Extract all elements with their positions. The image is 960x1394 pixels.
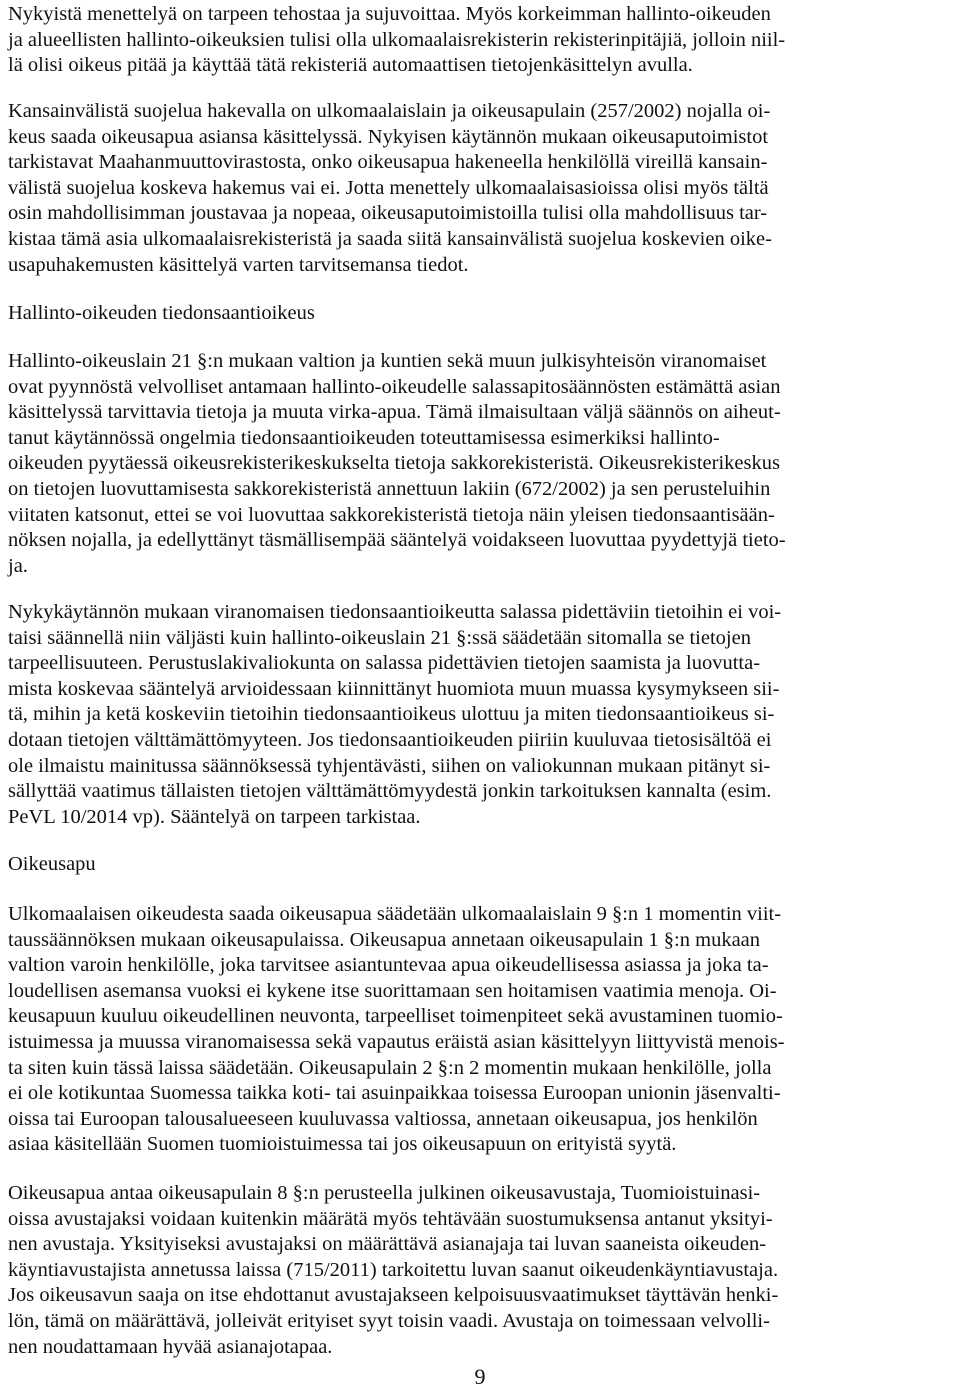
section-heading-legal-aid: Oikeusapu	[8, 853, 96, 875]
section-heading-information-access: Hallinto-oikeuden tiedonsaantioikeus	[8, 302, 315, 324]
paragraph-legal-aid-counsel: Oikeusapua antaa oikeusapulain 8 §:n perusteella julkinen oikeusavustaja, Tuomioistuinasi- oissa avustajaksi voidaan kuitenkin määrätä myös tehtävään suostumuksensa antanut yksityi- nen avustaja. Yksityiseksi avustajaksi on määrättävä asianajaja tai luvan saaneista oikeuden- käyntiavustajista annetussa laissa (715/2011) tarkoitettu luvan saanut oikeudenkäyntiavustaja. Jos oikeusavun saaja on itse ehdottanut avustajakseen kelpoisuusvaatimukset täyttävän henki- lön, tämä on määrättävä, jolleivät erityiset syyt toisin vaadi. Avustaja on toimessaan velvolli- nen noudattamaan hyvää asianajotapaa.	[8, 1182, 779, 1358]
paragraph-administrative-court-act: Hallinto-oikeuslain 21 §:n mukaan valtion ja kuntien sekä muun julkisyhteisön viranomaiset ovat pyynnöstä velvolliset antamaan hallinto-oikeudelle salassapitosäännösten estämättä asian käsittelyssä tarvittavia tietoja ja muuta virka-apua. Tämä ilmaisultaan väljä säännös on aiheut- tanut käytännössä ongelmia tiedonsaantioikeuden toteuttamisessa esimerkiksi hallinto- oikeuden pyytäessä oikeusrekisterikeskukselta tietoja sakkorekisteristä. Oikeusrekisterikeskus on tietojen luovuttamisesta sakkorekisteristä annettuun lakiin (672/2002) ja sen perusteluihin viitaten katsonut, ettei se voi luovuttaa sakkorekisteristä tietoja näin yleisen tiedonsaantisään- nöksen nojalla, ja edellyttänyt täsmällisempää sääntelyä voidakseen luovuttaa pyydettyjä tieto- ja.	[8, 350, 786, 577]
paragraph-legal-aid-right: Ulkomaalaisen oikeudesta saada oikeusapua säädetään ulkomaalaislain 9 §:n 1 momentin viit- taussäännöksen mukaan oikeusapulaissa. Oikeusapua annetaan oikeusapulain 1 §:n mukaan valtion varoin henkilölle, joka tarvitsee asiantuntevaa apua oikeudellisessa asiassa ja joka ta- loudellisen asemansa vuoksi ei kykene itse suorittamaan sen hoitamisen vaatimia menoja. Oi- keusapuun kuuluu oikeudellinen neuvonta, tarpeelliset toimenpiteet sekä avustaminen tuomio- istuimessa ja muussa viranomaisessa sekä vapautus eräistä asian käsittelyyn liittyvistä menois- ta siten kuin tässä laissa säädetään. Oikeusapulain 2 §:n 2 momentin mukaan henkilölle, jolla ei ole kotikuntaa Suomessa taikka koti- tai asuinpaikkaa toisessa Euroopan unionin jäsenvalti- oissa tai Euroopan talousalueeseen kuuluvassa valtiossa, annetaan oikeusapua, jos henkilön asiaa käsitellään Suomen tuomioistuimessa tai jos oikeusapuun on erityistä syytä.	[8, 903, 785, 1156]
page-number: 9	[474, 1364, 486, 1389]
paragraph-procedure-efficiency: Nykyistä menettelyä on tarpeen tehostaa ja sujuvoittaa. Myös korkeimman hallinto-oikeuden ja alueellisten hallinto-oikeuksien tulisi olla ulkomaalaisrekisterin rekisterinpitäjiä, jolloin niil- lä olisi oikeus pitää ja käyttää tätä rekisteriä automaattisen tietojenkäsittelyn avulla.	[8, 3, 786, 77]
paragraph-international-protection: Kansainvälistä suojelua hakevalla on ulkomaalaislain ja oikeusapulain (257/2002) nojalla oi- keus saada oikeusapua asiansa käsittelyssä. Nykyisen käytännön mukaan oikeusaputoimistot tarkistavat Maahanmuuttovirastosta, onko oikeusapua hakeneella henkilöllä vireillä kansain- välistä suojelua koskeva hakemus vai ei. Jotta menettely ulkomaalaisasioissa olisi myös tältä osin mahdollisimman joustavaa ja nopeaa, oikeusaputoimistoilla tulisi olla mahdollisuus tar- kistaa tämä asia ulkomaalaisrekisteristä ja saada siitä kansainvälistä suojelua koskevien oike- usapuhakemusten käsittelyä varten tarvitsemansa tiedot.	[8, 100, 772, 276]
paragraph-current-practice: Nykykäytännön mukaan viranomaisen tiedonsaantioikeutta salassa pidettäviin tietoihin ei voi- taisi säännellä niin väljästi kuin hallinto-oikeuslain 21 §:ssä säädetään sitomalla se tietojen tarpeellisuuteen. Perustuslakivaliokunta on salassa pidettävien tietojen saamista ja luovutta- mista koskevaa sääntelyä arvioidessaan kiinnittänyt huomiota muun muassa kysymykseen sii- tä, mihin ja ketä koskeviin tietoihin tiedonsaantioikeus ulottuu ja miten tiedonsaantioikeus si- dotaan tietojen välttämättömyyteen. Jos tiedonsaantioikeuden piiriin kuuluvaa tietosisältöä ei ole ilmaistu mainitussa säännöksessä tyhjentävästi, siihen on valiokunnan mukaan pitänyt si- sällyttää vaatimus tällaisten tietojen välttämättömyydestä jonkin tarkoituksen kannalta (esim. PeVL 10/2014 vp). Sääntelyä on tarpeen tarkistaa.	[8, 601, 782, 828]
